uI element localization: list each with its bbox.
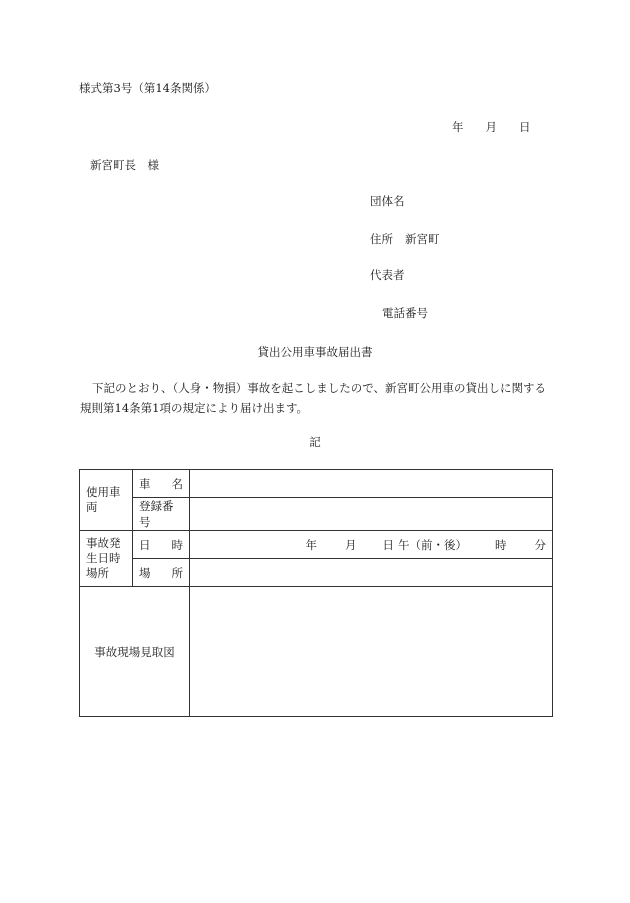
date-year: 年 <box>452 120 464 134</box>
date-line <box>452 119 531 135</box>
place-field[interactable] <box>190 559 553 587</box>
dt-ampm: 午（前・後） <box>398 537 467 552</box>
ki-label: 記 <box>309 435 321 449</box>
date-month: 月 <box>485 120 497 134</box>
vehicle-name-label: 車 名 <box>133 470 190 498</box>
dt-year: 年 <box>305 537 317 552</box>
recipient: 新宮町長 様 <box>90 158 159 172</box>
place-label: 場 所 <box>133 559 190 587</box>
datetime-field[interactable] <box>190 531 553 559</box>
datetime-label: 日 時 <box>133 531 190 559</box>
sketch-label: 事故現場見取図 <box>80 587 190 717</box>
accident-table <box>79 469 553 717</box>
dt-day: 日 <box>382 537 394 552</box>
form-number: 様式第3号（第14条関係） <box>79 81 216 95</box>
date-day: 日 <box>519 120 531 134</box>
dt-hour: 時 <box>495 537 507 552</box>
vehicle-category-cell: 使用車両 <box>80 470 133 531</box>
vehicle-name-field[interactable] <box>190 470 553 498</box>
address-value: 新宮町 <box>405 232 440 246</box>
accident-category-cell: 事故発生日時場所 <box>80 531 133 587</box>
table-row <box>80 470 553 498</box>
representative-label: 代表者 <box>370 268 405 282</box>
registration-label: 登録番号 <box>133 498 190 531</box>
dt-month: 月 <box>345 537 357 552</box>
body-text: 下記のとおり、（人身・物損）事故を起こしましたので、新宮町公用車の貸出しに関する規則第14条第1項の規定により届け出ます。 <box>80 381 547 415</box>
org-name-label: 団体名 <box>370 194 405 208</box>
registration-field[interactable] <box>190 498 553 531</box>
address-line <box>370 231 440 247</box>
table-row <box>80 531 553 559</box>
table-row <box>80 587 553 717</box>
dt-minute: 分 <box>534 537 546 552</box>
table-row <box>80 498 553 531</box>
sketch-area[interactable] <box>190 587 553 717</box>
address-label: 住所 <box>370 232 393 246</box>
phone-label: 電話番号 <box>382 306 428 320</box>
document-title: 貸出公用車事故届出書 <box>257 345 373 359</box>
table-row <box>80 559 553 587</box>
